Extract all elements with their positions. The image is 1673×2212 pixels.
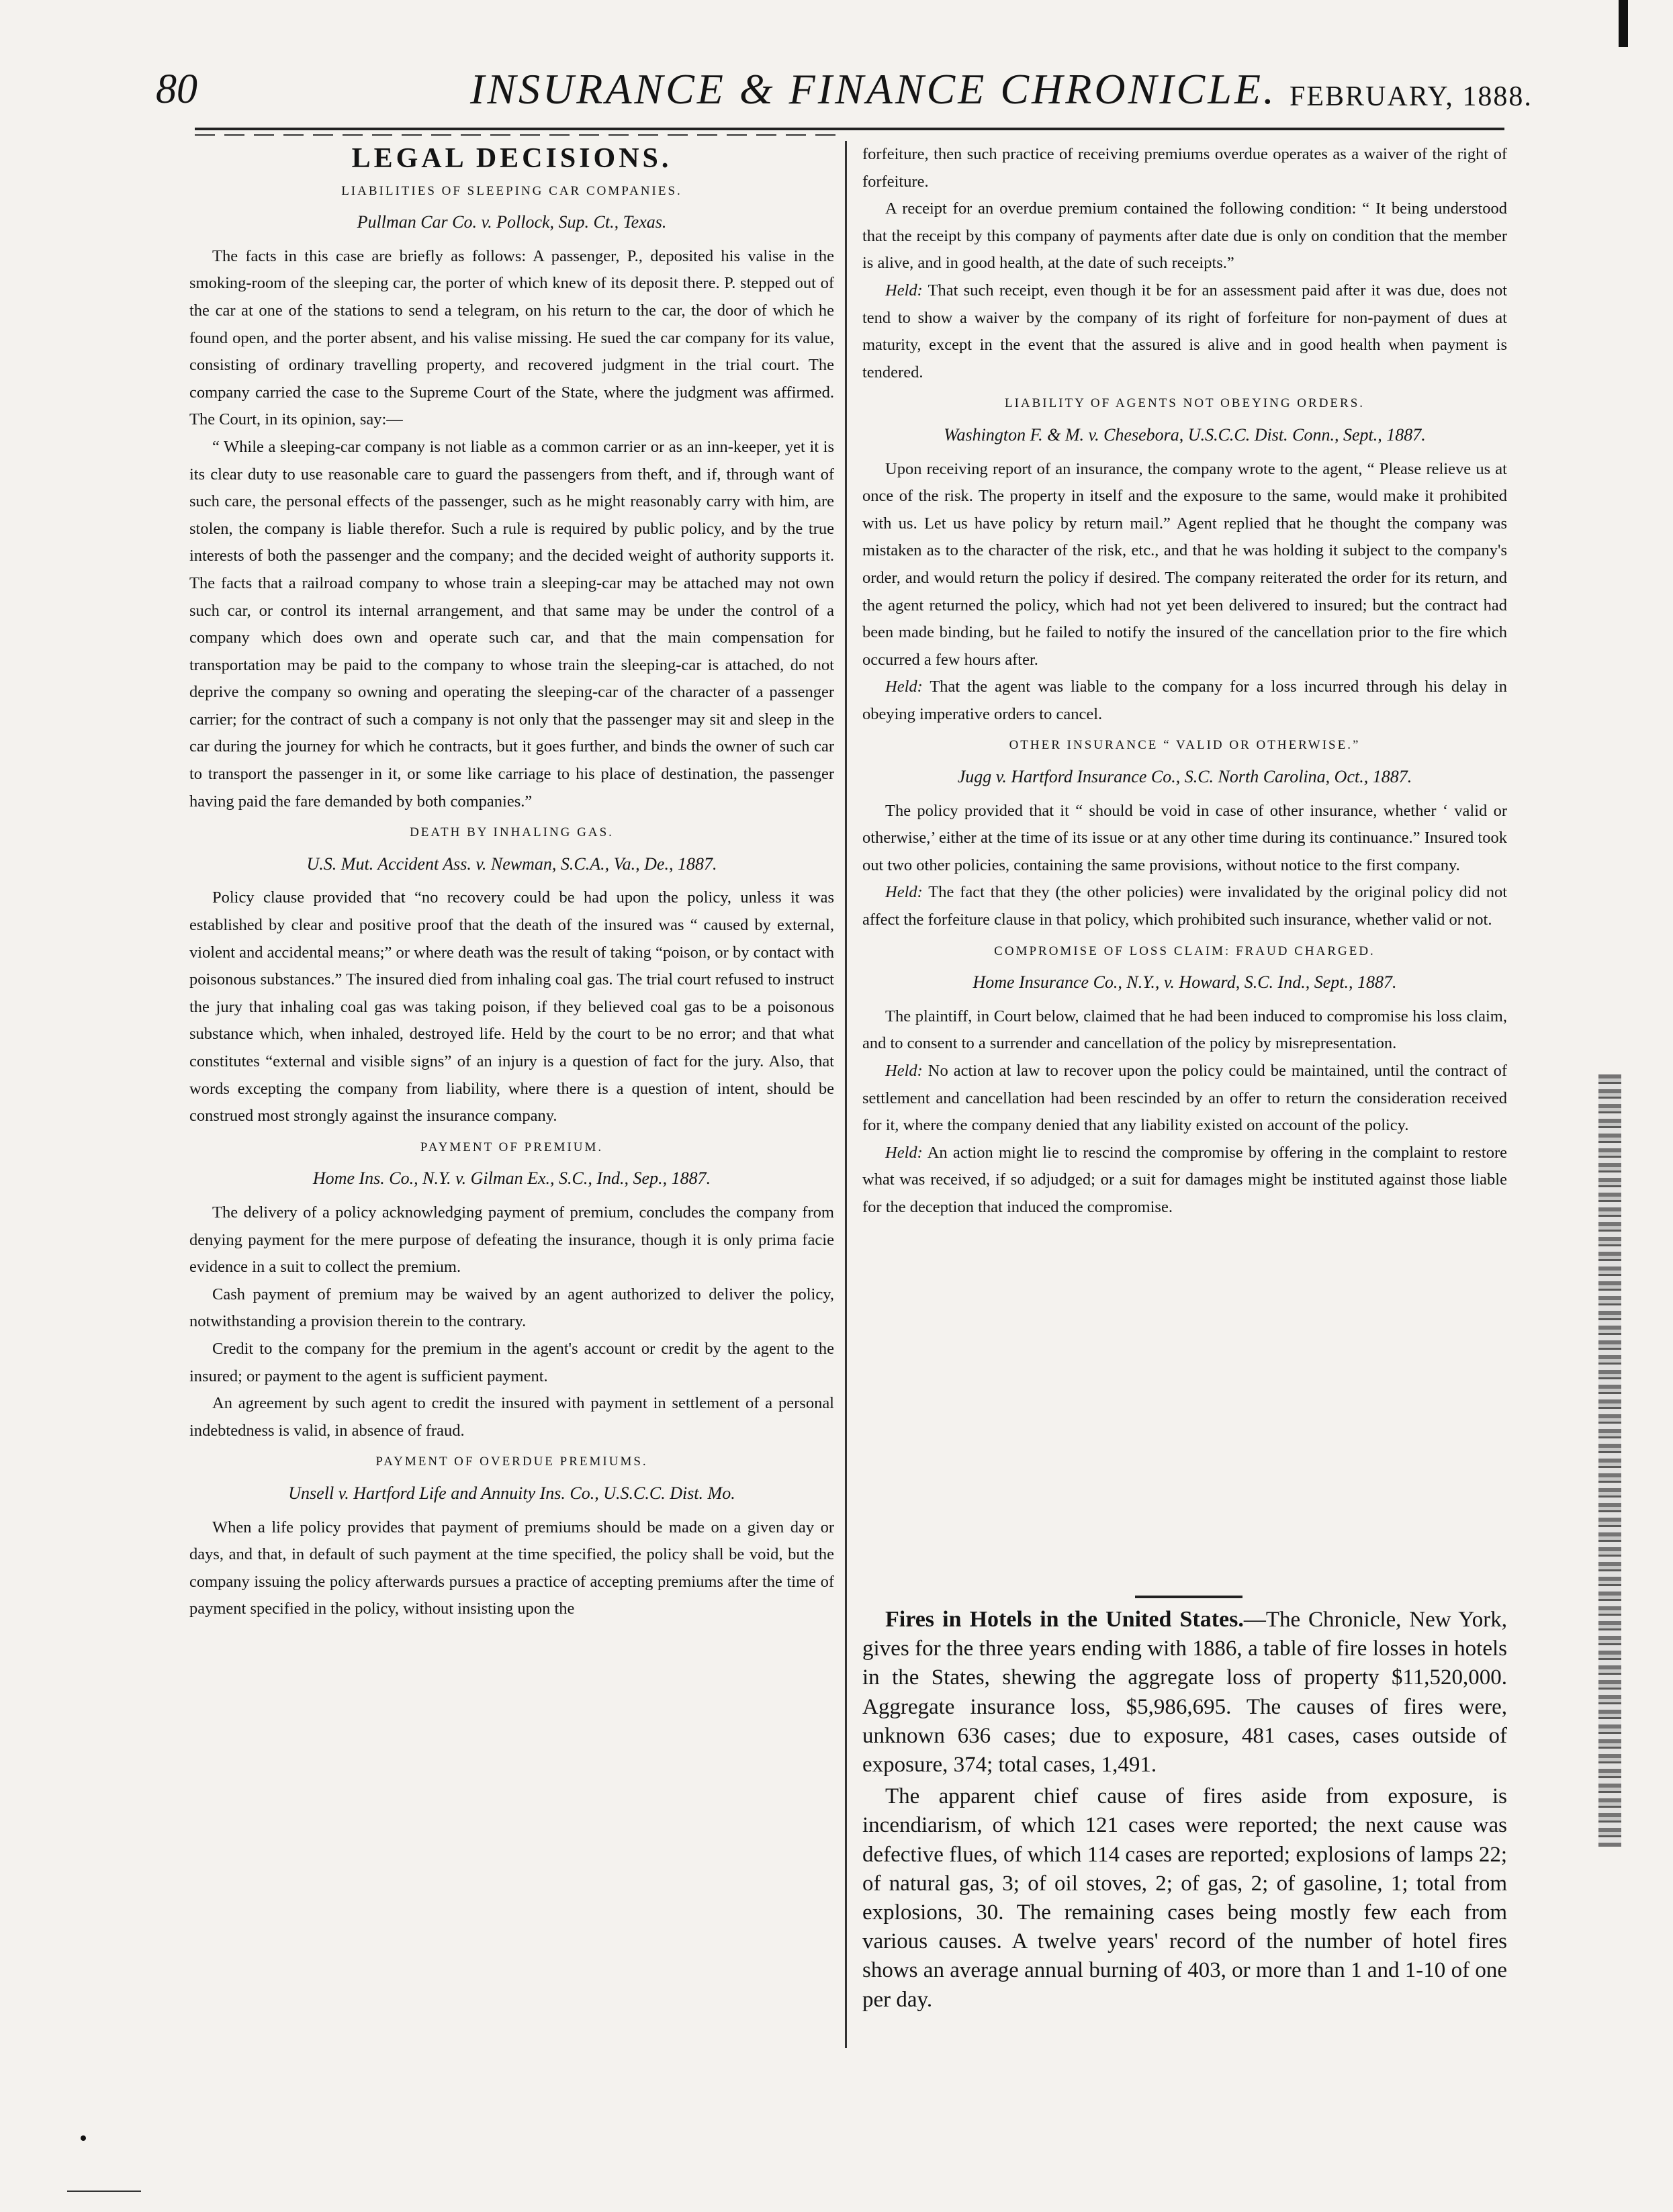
held-paragraph bbox=[862, 1058, 1507, 1140]
corner-mark bbox=[1619, 0, 1628, 47]
paragraph: When a life policy provides that payment of premiums should be made on a given day or days, and that, in default of such payment at the time specified, the policy shall be void, but the company issuing the policy afterwards pursues a practice of accepting premiums after the time of payment specified in the policy, without insisting upon the bbox=[189, 1518, 834, 1618]
paragraph: An agreement by such agent to credit the insured with payment in settlement of a personal indebtedness is valid, in absence of fraud. bbox=[189, 1394, 834, 1440]
held-label: Held: bbox=[885, 1062, 923, 1080]
held-text: That such receipt, even though it be for an assessment paid after it was due, does not tend to show a waiver by the company of its right of forfeiture for non-payment of dues at maturity, except in the event that the assured is alive and in good health when payment is tendered. bbox=[862, 281, 1507, 381]
paragraph: The delivery of a policy acknowledging payment of premium, concludes the company from denying payment for the mere purpose of defeating the insurance, though it is only prima facie evidence in a suit to collect the premium. bbox=[189, 1203, 834, 1277]
paragraph: forfeiture, then such practice of receiving premiums overdue operates as a waiver of the right of forfeiture. bbox=[862, 145, 1507, 191]
right-column bbox=[862, 141, 1507, 1222]
margin-dot bbox=[81, 2135, 86, 2141]
left-column bbox=[189, 141, 834, 1623]
held-text: The fact that they (the other policies) were invalidated by the original policy did not affect the forfeiture clause in that policy, which prohibited such insurance, whether valid or not. bbox=[862, 883, 1507, 929]
held-paragraph bbox=[862, 277, 1507, 386]
held-paragraph bbox=[862, 879, 1507, 933]
column-divider bbox=[845, 141, 847, 2048]
held-text: An action might lie to rescind the compromise by offering in the complaint to restore what was received, if so adjudged; or a suit for damages might be instituted against those liable for the deception that induced the compromise. bbox=[862, 1143, 1507, 1216]
article-text: —The Chronicle, New York, gives for the three years ending with 1886, a table of fire losses in hotels in the States, shewing the aggregate loss of property $11,520,000. Aggregate insurance loss, $5,986,695. The causes of fires were, unknown 636 cases; due to exposure, 481 cases, cases outside of exposure, 374; total cases, 1,491. bbox=[862, 1608, 1507, 1778]
paragraph: Upon receiving report of an insurance, the company wrote to the agent, “ Please relieve us at once of the risk. The property in itself and the exposure to the same, would make it prohibited with us. Let us have policy by return mail.” Agent replied that he thought the company was mistaken as to the character of the risk, etc., and that he was holding it subject to the company's order, and would return the policy if desired. The company reiterated the order for its return, and the agent returned the policy, which had not yet been delivered to insured; but the contract had been made binding, but he failed to notify the insured of the cancellation prior to the fire which occurred a few hours after. bbox=[862, 459, 1507, 669]
case-heading: DEATH BY INHALING GAS. bbox=[410, 825, 614, 840]
held-label: Held: bbox=[885, 678, 923, 696]
case-heading: PAYMENT OF PREMIUM. bbox=[420, 1140, 604, 1154]
held-label: Held: bbox=[885, 1143, 923, 1162]
case-heading: COMPROMISE OF LOSS CLAIM: FRAUD CHARGED. bbox=[994, 943, 1375, 958]
held-text: That the agent was liable to the company for a loss incurred through his delay in obeying imperative orders to cancel. bbox=[862, 678, 1507, 723]
case-citation: Pullman Car Co. v. Pollock, Sup. Ct., Texas. bbox=[357, 212, 667, 232]
header-rule bbox=[195, 128, 1504, 130]
paragraph: The apparent chief cause of fires aside from exposure, is incendiarism, of which 121 cases were reported; the next cause was defective flues, of which 114 cases are reported; explosions of lamps 22; of natural gas, 3; of oil stoves, 2; of gas, 2; of gasoline, 1; total from explosions, 30. The remaining cases being mostly few each from various causes. A twelve years' record of the number of hotel fires shows an average annual burning of 403, or more than 1 and 1-10 of one per day. bbox=[862, 1784, 1507, 2012]
page-number: 80 bbox=[156, 66, 197, 112]
case-citation: Home Insurance Co., N.Y., v. Howard, S.C. Ind., Sept., 1887. bbox=[973, 972, 1397, 993]
paragraph: Cash payment of premium may be waived by an agent authorized to deliver the policy, notwithstanding a provision therein to the contrary. bbox=[189, 1285, 834, 1331]
paragraph: The plaintiff, in Court below, claimed that he had been induced to compromise his loss claim, and to consent to a surrender and cancellation of the policy by misrepresentation. bbox=[862, 1007, 1507, 1053]
case-heading: LIABILITY OF AGENTS NOT OBEYING ORDERS. bbox=[1004, 396, 1365, 411]
article-lead: Fires in Hotels in the United States. bbox=[885, 1607, 1244, 1632]
held-text: No action at law to recover upon the policy could be maintained, until the contract of settlement and cancellation had been rescinded by an offer to return the consideration received for it, where the company denied that any liability existed on account of the policy. bbox=[862, 1062, 1507, 1135]
paragraph: The policy provided that it “ should be void in case of other insurance, whether ‘ valid or otherwise,’ either at the time of its issue or at any other time during its continuance.” Insured took out two other policies, containing the same provisions, without notice to the first company. bbox=[862, 801, 1507, 874]
footer-rule bbox=[67, 2191, 141, 2192]
held-paragraph bbox=[862, 1140, 1507, 1222]
paragraph bbox=[862, 1605, 1507, 1780]
held-label: Held: bbox=[885, 883, 923, 902]
scan-edge-artifact bbox=[1598, 1074, 1621, 1847]
paragraph: Policy clause provided that “no recovery could be had upon the policy, unless it was established by clear and positive proof that the death of the insured was “ caused by external, violent and accidental means;” or where death was the result of taking “poison, or by contact with poisonous substances.” The insured died from inhaling coal gas. The trial court refused to instruct the jury that inhaling coal gas was taking poison, if they believed coal gas to be a poisonous substance which, when inhaled, destroyed life. Held by the court to be no error; and that what constitutes “external and visible signs” of an injury is a question of fact for the jury. Also, that words excepting the company from liability, where there is a question of intent, should be construed most strongly against the insurance company. bbox=[189, 888, 834, 1125]
section-title: LEGAL DECISIONS. bbox=[351, 143, 672, 174]
held-paragraph bbox=[862, 674, 1507, 728]
paragraph: The facts in this case are briefly as follows: A passenger, P., deposited his valise in the smoking-room of the sleeping car, the porter of which knew of its deposit there. P. stepped out of the car at one of the stations to send a telegram, on his return to the car, the door of which he found open, and the porter absent, and his valise missing. He sued the car company for its value, consisting of ordinary travelling property, and recovered judgment in the trial court. The company carried the case to the Supreme Court of the State, where the judgment was affirmed. The Court, in its opinion, say:— bbox=[189, 246, 834, 429]
case-citation: Unsell v. Hartford Life and Annuity Ins. Co., U.S.C.C. Dist. Mo. bbox=[288, 1483, 735, 1503]
article-separator bbox=[1135, 1596, 1242, 1598]
paragraph: A receipt for an overdue premium contained the following condition: “ It being understood that the receipt by this company of payments after date due is only on condition that the member is alive, and in good health, at the date of such receipts.” bbox=[862, 199, 1507, 273]
paragraph: Credit to the company for the premium in the agent's account or credit by the agent to the insured; or payment to the agent is sufficient payment. bbox=[189, 1339, 834, 1385]
case-heading: PAYMENT OF OVERDUE PREMIUMS. bbox=[375, 1455, 648, 1469]
header-rule-dashed bbox=[195, 134, 840, 136]
case-citation: Washington F. & M. v. Chesebora, U.S.C.C. Dist. Conn., Sept., 1887. bbox=[944, 424, 1426, 445]
held-label: Held: bbox=[885, 281, 923, 299]
issue-date: FEBRUARY, 1888. bbox=[1290, 81, 1533, 112]
case-citation: Home Ins. Co., N.Y. v. Gilman Ex., S.C., Ind., Sep., 1887. bbox=[312, 1168, 711, 1189]
hotel-fires-article bbox=[862, 1605, 1507, 2017]
case-citation: Jugg v. Hartford Insurance Co., S.C. North Carolina, Oct., 1887. bbox=[957, 767, 1412, 787]
masthead: INSURANCE & FINANCE CHRONICLE. bbox=[470, 65, 1277, 113]
paragraph: “ While a sleeping-car company is not liable as a common carrier or as an inn-keeper, yet it is its clear duty to use reasonable care to guard the passengers from theft, and if, through want of such care, the personal effects of the passenger, such as he might reasonably carry with him, are stolen, the company is liable therefor. Such a rule is required by public policy, and by the true interests of both the passenger and the company; and the decided weight of authority supports it. The facts that a railroad company to whose train a sleeping-car may be attached may not own such car, or control its internal arrangement, and that same may be under the control of a company which does own and operate such car, and that the main compensation for transportation may be paid to the company to whose train the sleeping-car is attached, do not deprive the company so owning and operating the sleeping-car of the character of a passenger carrier; for the contract of such a company is not only that the passenger may sit and sleep in the car during the journey for which he contracts, but it goes further, and binds the owner of such car to transport the passenger in it, or some like carriage to his place of destination, the passenger having paid the fare demanded by both companies.” bbox=[189, 437, 834, 811]
case-heading: OTHER INSURANCE “ VALID OR OTHERWISE.” bbox=[1009, 738, 1361, 753]
case-citation: U.S. Mut. Accident Ass. v. Newman, S.C.A., Va., De., 1887. bbox=[306, 854, 717, 874]
case-heading: LIABILITIES OF SLEEPING CAR COMPANIES. bbox=[341, 183, 682, 198]
